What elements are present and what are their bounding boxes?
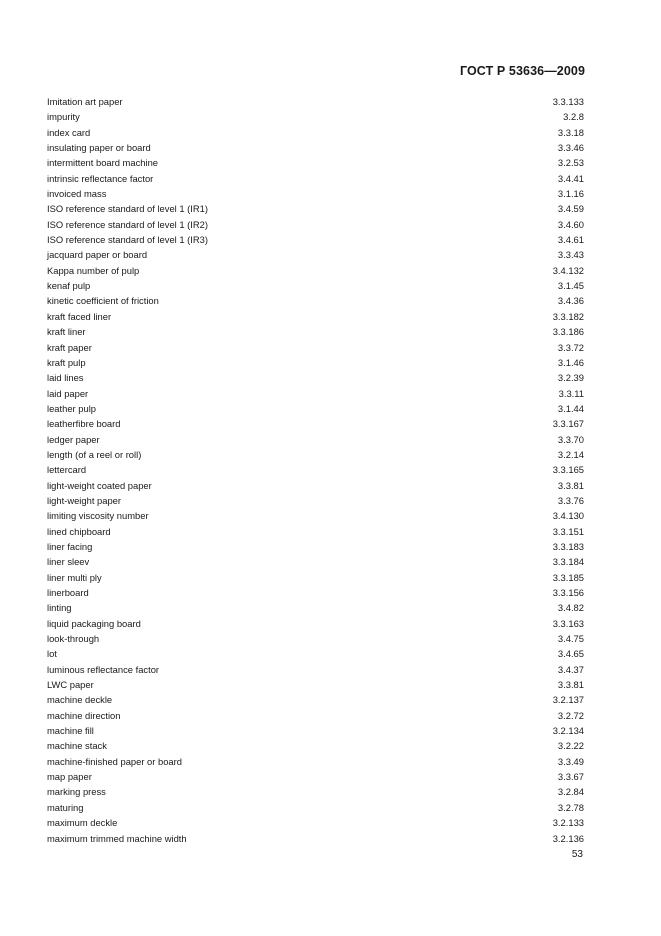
index-reference: 3.3.81 bbox=[557, 479, 584, 491]
index-entry bbox=[47, 692, 584, 707]
index-term: maximum trimmed machine width bbox=[47, 832, 187, 844]
index-entry bbox=[47, 416, 584, 431]
index-term: Kappa number of pulp bbox=[47, 264, 140, 276]
index-reference: 3.3.163 bbox=[552, 617, 584, 629]
index-entry bbox=[47, 478, 584, 493]
index-entry bbox=[47, 340, 584, 355]
index-reference: 3.3.11 bbox=[558, 387, 584, 399]
index-reference: 3.2.84 bbox=[557, 786, 584, 798]
index-entry bbox=[47, 232, 584, 247]
index-reference: 3.3.70 bbox=[557, 433, 584, 445]
index-term: machine direction bbox=[47, 709, 121, 721]
index-entry bbox=[47, 432, 584, 447]
index-reference: 3.3.67 bbox=[557, 771, 584, 783]
index-entry bbox=[47, 784, 584, 799]
index-reference: 3.4.130 bbox=[552, 510, 584, 522]
index-term: kraft liner bbox=[47, 326, 86, 338]
index-entry bbox=[47, 125, 584, 140]
index-reference: 3.2.53 bbox=[557, 157, 584, 169]
index-term: lined chipboard bbox=[47, 525, 111, 537]
index-term: luminous reflectance factor bbox=[47, 663, 160, 675]
index-entry bbox=[47, 263, 584, 278]
index-term: light-weight coated paper bbox=[47, 479, 152, 491]
index-reference: 3.3.183 bbox=[552, 540, 584, 552]
index-reference: 3.4.36 bbox=[557, 295, 584, 307]
index-term: leatherfibre board bbox=[47, 418, 121, 430]
index-entry bbox=[47, 109, 584, 124]
index-entry bbox=[47, 247, 584, 262]
index-term: map paper bbox=[47, 771, 92, 783]
index-term: machine fill bbox=[47, 725, 94, 737]
index-entry bbox=[47, 493, 584, 508]
index-term: marking press bbox=[47, 786, 106, 798]
index-entry bbox=[47, 140, 584, 155]
index-term: kraft pulp bbox=[47, 356, 86, 368]
index-term: lot bbox=[47, 648, 57, 660]
index-reference: 3.3.81 bbox=[557, 679, 584, 691]
index-reference: 3.4.132 bbox=[552, 264, 584, 276]
index-term: ISO reference standard of level 1 (IR2) bbox=[47, 218, 209, 230]
page-number: 53 bbox=[571, 849, 583, 860]
index-entry bbox=[47, 171, 584, 186]
index-entry bbox=[47, 662, 584, 677]
index-reference: 3.3.186 bbox=[552, 326, 584, 338]
index-term: liquid packaging board bbox=[47, 617, 141, 629]
index-reference: 3.3.43 bbox=[557, 249, 584, 261]
index-term: linting bbox=[47, 602, 72, 614]
index-reference: 3.3.182 bbox=[552, 310, 584, 322]
index-reference: 3.2.136 bbox=[552, 832, 584, 844]
index-reference: 3.3.49 bbox=[557, 755, 584, 767]
index-reference: 3.1.44 bbox=[557, 402, 584, 414]
index-term: machine-finished paper or board bbox=[47, 755, 182, 767]
index-term: laid lines bbox=[47, 372, 84, 384]
index-entry bbox=[47, 370, 584, 385]
index-term: invoiced mass bbox=[47, 188, 107, 200]
index-entry bbox=[47, 386, 584, 401]
index-entry bbox=[47, 155, 584, 170]
index-entry bbox=[47, 217, 584, 232]
index-entry bbox=[47, 554, 584, 569]
index-entry bbox=[47, 186, 584, 201]
index-entry bbox=[47, 646, 584, 661]
index-reference: 3.3.76 bbox=[557, 494, 584, 506]
index-reference: 3.2.22 bbox=[557, 740, 584, 752]
index-term: ledger paper bbox=[47, 433, 100, 445]
index-entry bbox=[47, 585, 584, 600]
index-reference: 3.4.60 bbox=[557, 218, 584, 230]
index-reference: 3.2.137 bbox=[552, 694, 584, 706]
index-entry bbox=[47, 508, 584, 523]
index-term: light-weight paper bbox=[47, 494, 122, 506]
index-reference: 3.3.46 bbox=[557, 142, 584, 154]
index-term: maximum deckle bbox=[47, 817, 118, 829]
index-entry bbox=[47, 769, 584, 784]
document-header: ГОСТ Р 53636—2009 bbox=[459, 64, 585, 78]
index-term: linerboard bbox=[47, 587, 89, 598]
index-entry bbox=[47, 738, 584, 753]
index-term: machine stack bbox=[47, 740, 107, 752]
index-entry bbox=[47, 677, 584, 692]
index-term: machine deckle bbox=[47, 694, 113, 706]
index-entry bbox=[47, 401, 584, 416]
index-list bbox=[47, 94, 584, 846]
index-term: ISO reference standard of level 1 (IR1) bbox=[47, 203, 209, 215]
index-term: limiting viscosity number bbox=[47, 510, 149, 522]
index-term: ISO reference standard of level 1 (IR3) bbox=[47, 234, 209, 246]
index-entry bbox=[47, 324, 584, 339]
index-term: impurity bbox=[47, 111, 80, 123]
index-term: laid paper bbox=[47, 387, 89, 399]
index-reference: 3.3.167 bbox=[552, 418, 584, 430]
index-term: kraft paper bbox=[47, 341, 92, 353]
index-reference: 3.2.14 bbox=[557, 448, 584, 460]
index-entry bbox=[47, 201, 584, 216]
index-reference: 3.2.78 bbox=[557, 801, 584, 813]
index-entry bbox=[47, 616, 584, 631]
index-term: kenaf pulp bbox=[47, 280, 91, 292]
index-entry bbox=[47, 600, 584, 615]
index-term: intrinsic reflectance factor bbox=[47, 172, 154, 184]
index-reference: 3.3.72 bbox=[557, 341, 584, 353]
index-term: LWC paper bbox=[47, 679, 94, 691]
index-entry bbox=[47, 462, 584, 477]
index-reference: 3.2.39 bbox=[557, 372, 584, 384]
index-term: lettercard bbox=[47, 464, 87, 476]
index-entry bbox=[47, 447, 584, 462]
index-reference: 3.4.59 bbox=[557, 203, 584, 215]
index-entry bbox=[47, 539, 584, 554]
index-term: liner facing bbox=[47, 540, 93, 552]
index-reference: 3.3.18 bbox=[557, 126, 584, 138]
index-entry bbox=[47, 815, 584, 830]
index-reference: 3.3.133 bbox=[552, 96, 584, 107]
index-reference: 3.2.72 bbox=[557, 709, 584, 721]
index-reference: 3.3.185 bbox=[552, 571, 584, 583]
index-entry bbox=[47, 355, 584, 370]
index-term: maturing bbox=[47, 801, 84, 813]
index-reference: 3.3.151 bbox=[552, 525, 584, 537]
index-reference: 3.2.8 bbox=[563, 111, 584, 123]
index-term: jacquard paper or board bbox=[47, 249, 148, 261]
index-term: look-through bbox=[47, 633, 100, 645]
index-entry bbox=[47, 800, 584, 815]
index-reference: 3.4.75 bbox=[557, 633, 584, 645]
index-term: liner sleev bbox=[47, 556, 90, 568]
index-entry bbox=[47, 94, 584, 109]
index-entry bbox=[47, 708, 584, 723]
index-entry bbox=[47, 723, 584, 738]
index-reference: 3.1.45 bbox=[557, 280, 584, 292]
index-term: leather pulp bbox=[47, 402, 96, 414]
index-reference: 3.4.65 bbox=[557, 648, 584, 660]
index-entry bbox=[47, 278, 584, 293]
index-reference: 3.1.16 bbox=[557, 188, 584, 200]
index-term: index card bbox=[47, 126, 91, 138]
index-reference: 3.2.134 bbox=[552, 725, 584, 737]
index-term: liner multi ply bbox=[47, 571, 102, 583]
index-reference: 3.1.46 bbox=[557, 356, 584, 368]
index-reference: 3.3.156 bbox=[552, 587, 584, 598]
index-entry bbox=[47, 293, 584, 308]
index-entry bbox=[47, 309, 584, 324]
index-entry bbox=[47, 831, 584, 846]
index-reference: 3.4.61 bbox=[557, 234, 584, 246]
index-term: Imitation art paper bbox=[47, 96, 123, 107]
index-term: length (of a reel or roll) bbox=[47, 448, 142, 460]
index-reference: 3.4.37 bbox=[557, 663, 584, 675]
index-reference: 3.3.165 bbox=[552, 464, 584, 476]
index-reference: 3.4.41 bbox=[557, 172, 584, 184]
index-entry bbox=[47, 631, 584, 646]
index-term: kinetic coefficient of friction bbox=[47, 295, 159, 307]
index-reference: 3.4.82 bbox=[557, 602, 584, 614]
index-entry bbox=[47, 754, 584, 769]
index-entry bbox=[47, 524, 584, 539]
index-reference: 3.2.133 bbox=[552, 817, 584, 829]
index-term: intermittent board machine bbox=[47, 157, 158, 169]
index-term: kraft faced liner bbox=[47, 310, 112, 322]
index-term: insulating paper or board bbox=[47, 142, 151, 154]
index-entry bbox=[47, 570, 584, 585]
index-reference: 3.3.184 bbox=[552, 556, 584, 568]
